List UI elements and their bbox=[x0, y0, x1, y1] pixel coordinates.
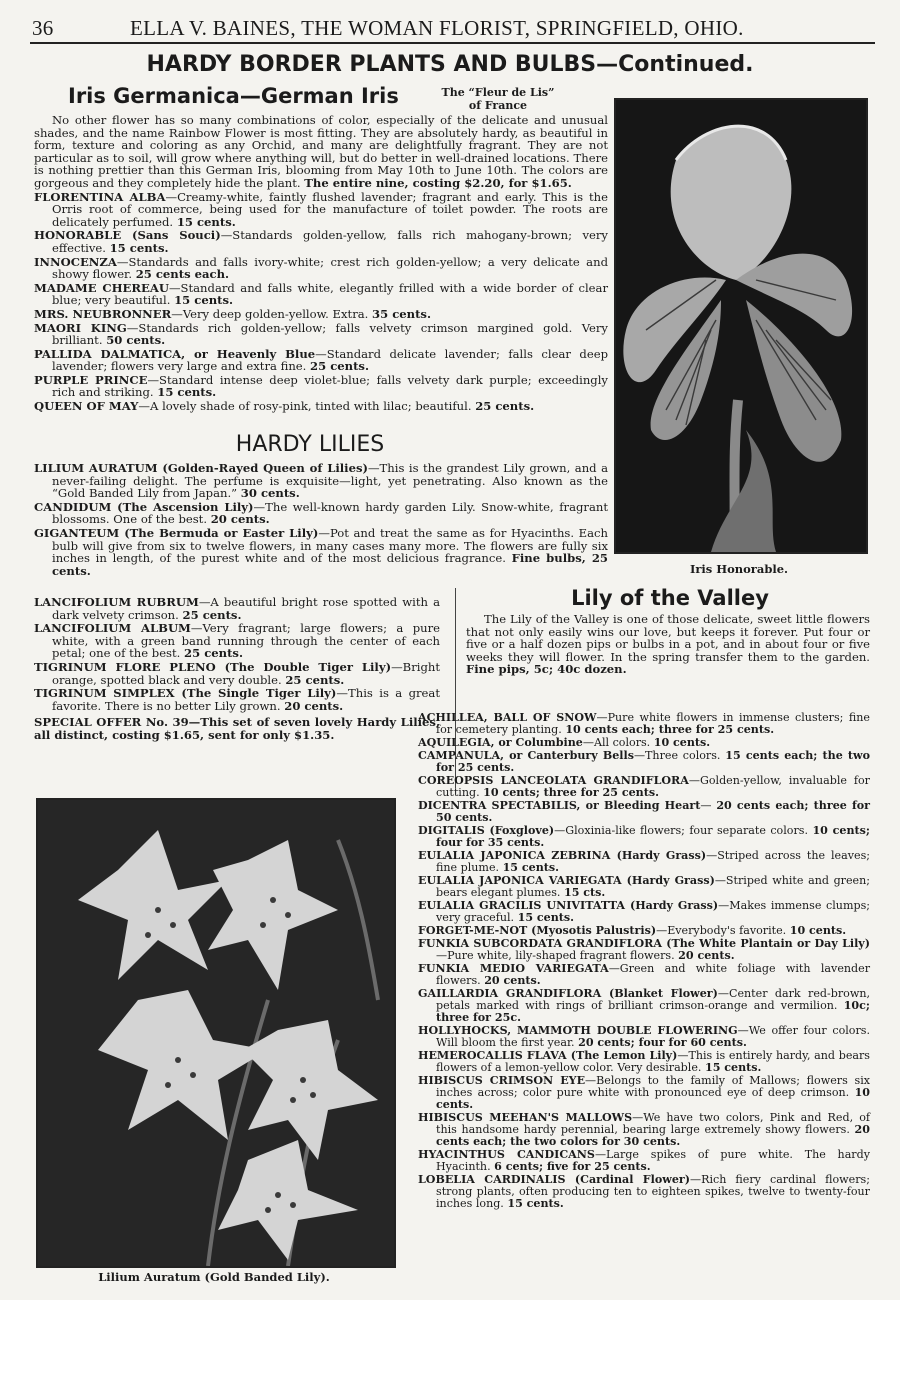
catalog-entry: GIGANTEUM (The Bermuda or Easter Lily)—Pot and treat the same as for Hyacinths. Each bulb will give from six to twelve flowers, in many cases many more. The flowers are fully six inches in length, of the purest white and of the most delicious fragrance. Fine bulbs, 25 cents. bbox=[34, 525, 609, 578]
catalog-entry: TIGRINUM SIMPLEX (The Single Tiger Lily)—This is a great favorite. There is no better Lily grown. 20 cents. bbox=[34, 686, 440, 713]
catalog-entry: MRS. NEUBRONNER—Very deep golden-yellow. Extra. 35 cents. bbox=[34, 306, 431, 321]
catalog-entry: HYACINTHUS CANDICANS—Large spikes of pure white. The hardy Hyacinth. 6 cents; five for 25 cents. bbox=[418, 1148, 870, 1173]
lily-photo bbox=[36, 798, 396, 1268]
perennials-column bbox=[418, 712, 870, 1211]
catalog-entry: HIBISCUS MEEHAN'S MALLOWS—We have two colors, Pink and Red, of this handsome hardy perennial, bearing large extremely showy flowers. 20 cents each; the two colors for 30 cents. bbox=[418, 1111, 870, 1148]
catalog-entry: FLORENTINA ALBA—Creamy-white, faintly flushed lavender; fragrant and early. This is the Orris root of commerce, being used for the manufacture of toilet powder. The roots are delicately perfumed. 15 cents. bbox=[34, 189, 608, 229]
catalog-entry: EULALIA JAPONICA ZEBRINA (Hardy Grass)—Striped across the leaves; fine plume. 15 cents. bbox=[418, 849, 870, 874]
iris-caption: Iris Honorable. bbox=[689, 562, 789, 576]
lilies-column-upper bbox=[34, 462, 608, 578]
catalog-entry: LOBELIA CARDINALIS (Cardinal Flower)—Rich fiery cardinal flowers; strong plants, often producing ten to eighteen spikes, twelve to twenty-four inches long. 15 cents. bbox=[418, 1173, 870, 1210]
catalog-entry: DIGITALIS (Foxglove)—Gloxinia-like flowers; four separate colors. 10 cents; four for 35 cents. bbox=[418, 824, 870, 849]
catalog-entry: TIGRINUM FLORE PLENO (The Double Tiger Lily)—Bright orange, spotted black and very double. 25 cents. bbox=[34, 659, 440, 687]
catalog-entry: PALLIDA DALMATICA, or Heavenly Blue—Standard delicate lavender; falls clear deep lavender; flowers very large and extra fine. 25 cents. bbox=[34, 346, 608, 374]
fleur-line-2: of France bbox=[468, 99, 528, 112]
catalog-entry: HONORABLE (Sans Souci)—Standards golden-yellow, falls rich mahogany-brown; very effective. 15 cents. bbox=[34, 228, 608, 255]
catalog-entry: HIBISCUS CRIMSON EYE—Belongs to the family of Mallows; flowers six inches across; color pure white with pronounced eye of deep crimson. 10 cents. bbox=[418, 1074, 871, 1111]
catalog-entry: AQUILEGIA, or Columbine—All colors. 10 cents. bbox=[418, 736, 711, 749]
section-title: HARDY BORDER PLANTS AND BULBS—Continued. bbox=[146, 52, 754, 77]
catalog-entry: QUEEN OF MAY—A lovely shade of rosy-pink, tinted with lilac; beautiful. 25 cents. bbox=[34, 399, 535, 414]
catalog-entry: LANCIFOLIUM RUBRUM—A beautiful bright rose spotted with a dark velvety crimson. 25 cents. bbox=[34, 595, 440, 622]
iris-heading: Iris Germanica—German Iris bbox=[68, 84, 399, 108]
iris-flower-illustration bbox=[616, 100, 866, 552]
catalog-entry: CANDIDUM (The Ascension Lily)—The well-known hardy garden Lily. Snow-white, fragrant blossoms. One of the best. 20 cents. bbox=[34, 499, 608, 527]
lily-flowers-illustration bbox=[38, 800, 394, 1266]
catalog-entry: PURPLE PRINCE—Standard intense deep violet-blue; falls velvety dark purple; exceedingly rich and striking. 15 cents. bbox=[34, 372, 608, 400]
fleur-de-lis-note bbox=[418, 86, 578, 112]
page-margin-bottom bbox=[0, 1300, 900, 1390]
lily-of-valley-heading: Lily of the Valley bbox=[571, 586, 769, 610]
catalog-entry: EULALIA JAPONICA VARIEGATA (Hardy Grass)—Striped white and green; bears elegant plumes. 15 cts. bbox=[418, 874, 871, 899]
catalog-entry: EULALIA GRACILIS UNIVITATTA (Hardy Grass)—Makes immense clumps; very graceful. 15 cents. bbox=[418, 899, 870, 924]
catalog-entry: DICENTRA SPECTABILIS, or Bleeding Heart— 20 cents each; three for 50 cents. bbox=[418, 799, 871, 824]
iris-entries bbox=[34, 191, 608, 413]
catalog-entry: INNOCENZA—Standards and falls ivory-white; crest rich golden-yellow; a very delicate and showy flower. 25 cents each. bbox=[34, 254, 608, 282]
catalog-entry: HOLLYHOCKS, MAMMOTH DOUBLE FLOWERING—We offer four colors. Will bloom the first year. 20 cents; four for 60 cents. bbox=[418, 1024, 870, 1049]
page-number: 36 bbox=[32, 16, 54, 40]
catalog-entry: MADAME CHEREAU—Standard and falls white, elegantly frilled with a wide border of clear blue; very beautiful. 15 cents. bbox=[34, 280, 608, 308]
lily-of-valley-text: The Lily of the Valley is one of those delicate, sweet little flowers that not only easily wins our love, but keeps it forever. Put four or five or a half dozen pips or bulbs in a pot, and in about four or five weeks they will flower. In the spring transfer them to the garden. Fine pips, 5c; 40c dozen. bbox=[466, 612, 870, 677]
iris-column bbox=[34, 114, 608, 414]
fleur-line-1: The “Fleur de Lis” bbox=[441, 86, 555, 99]
catalog-entry: FUNKIA SUBCORDATA GRANDIFLORA (The White Plantain or Day Lily)—Pure white, lily-shaped fragrant flowers. 20 cents. bbox=[418, 937, 870, 962]
iris-photo bbox=[614, 98, 868, 554]
special-offer: SPECIAL OFFER No. 39—This set of seven lovely Hardy Lilies, all distinct, costing $1.65, sent for only $1.35. bbox=[34, 715, 440, 742]
catalog-entry: LILIUM AURATUM (Golden-Rayed Queen of Lilies)—This is the grandest Lily grown, and a never-failing delight. The perfume is exquisite—light, yet penetrating. Also known as the “Gold Banded Lily from Japan.” 30 cents. bbox=[34, 461, 608, 501]
catalog-entry: MAORI KING—Standards rich golden-yellow; falls velvety crimson margined gold. Very brilliant. 50 cents. bbox=[34, 320, 608, 348]
catalog-entry: FORGET-ME-NOT (Myosotis Palustris)—Everybody's favorite. 10 cents. bbox=[418, 924, 847, 937]
catalog-entry: GAILLARDIA GRANDIFLORA (Blanket Flower)—Center dark red-brown, petals marked with rings of brilliant crimson-orange and vermilion. 10c; three for 25c. bbox=[418, 987, 870, 1024]
catalog-entry: CAMPANULA, or Canterbury Bells—Three colors. 15 cents each; the two for 25 cents. bbox=[418, 749, 871, 774]
catalog-entry: LANCIFOLIUM ALBUM—Very fragrant; large flowers; a pure white, with a green band running through the center of each petal; one of the best. 25 cents. bbox=[34, 621, 441, 661]
page-header bbox=[30, 14, 875, 44]
catalog-entry: HEMEROCALLIS FLAVA (The Lemon Lily)—This is entirely hardy, and bears flowers of a lemon-yellow color. Very desirable. 15 cents. bbox=[418, 1049, 870, 1074]
lily-caption: Lilium Auratum (Gold Banded Lily). bbox=[98, 1270, 330, 1284]
running-title: ELLA V. BAINES, THE WOMAN FLORIST, SPRINGFIELD, OHIO. bbox=[130, 16, 744, 40]
lilies-heading: HARDY LILIES bbox=[235, 432, 385, 457]
iris-intro: No other flower has so many combinations of color, especially of the delicate and unusual shades, and the name Rainbow Flower is most fitting. They are absolutely hardy, as beautiful in form, texture and coloring as any Orchid, and many are delightfully fragrant. They are not particular as to soil, will grow where anything will, but do better in well-drained locations. There is nothing prettier than this German Iris, blooming from May 10th to June 10th. The colors are gorgeous and they completely hide the plant. The entire nine, costing $2.20, for $1.65. bbox=[34, 113, 608, 190]
catalog-entry: ACHILLEA, BALL OF SNOW—Pure white flowers in immense clusters; fine for cemetery planting. 10 cents each; three for 25 cents. bbox=[418, 711, 870, 736]
catalog-entry: COREOPSIS LANCEOLATA GRANDIFLORA—Golden-yellow, invaluable for cutting. 10 cents; three for 25 cents. bbox=[418, 774, 870, 799]
lilies-column-lower bbox=[34, 596, 440, 743]
iris-offer: The entire nine, costing $2.20, for $1.65. bbox=[304, 175, 572, 190]
catalog-entry: FUNKIA MEDIO VARIEGATA—Green and white foliage with lavender flowers. 20 cents. bbox=[418, 962, 870, 987]
